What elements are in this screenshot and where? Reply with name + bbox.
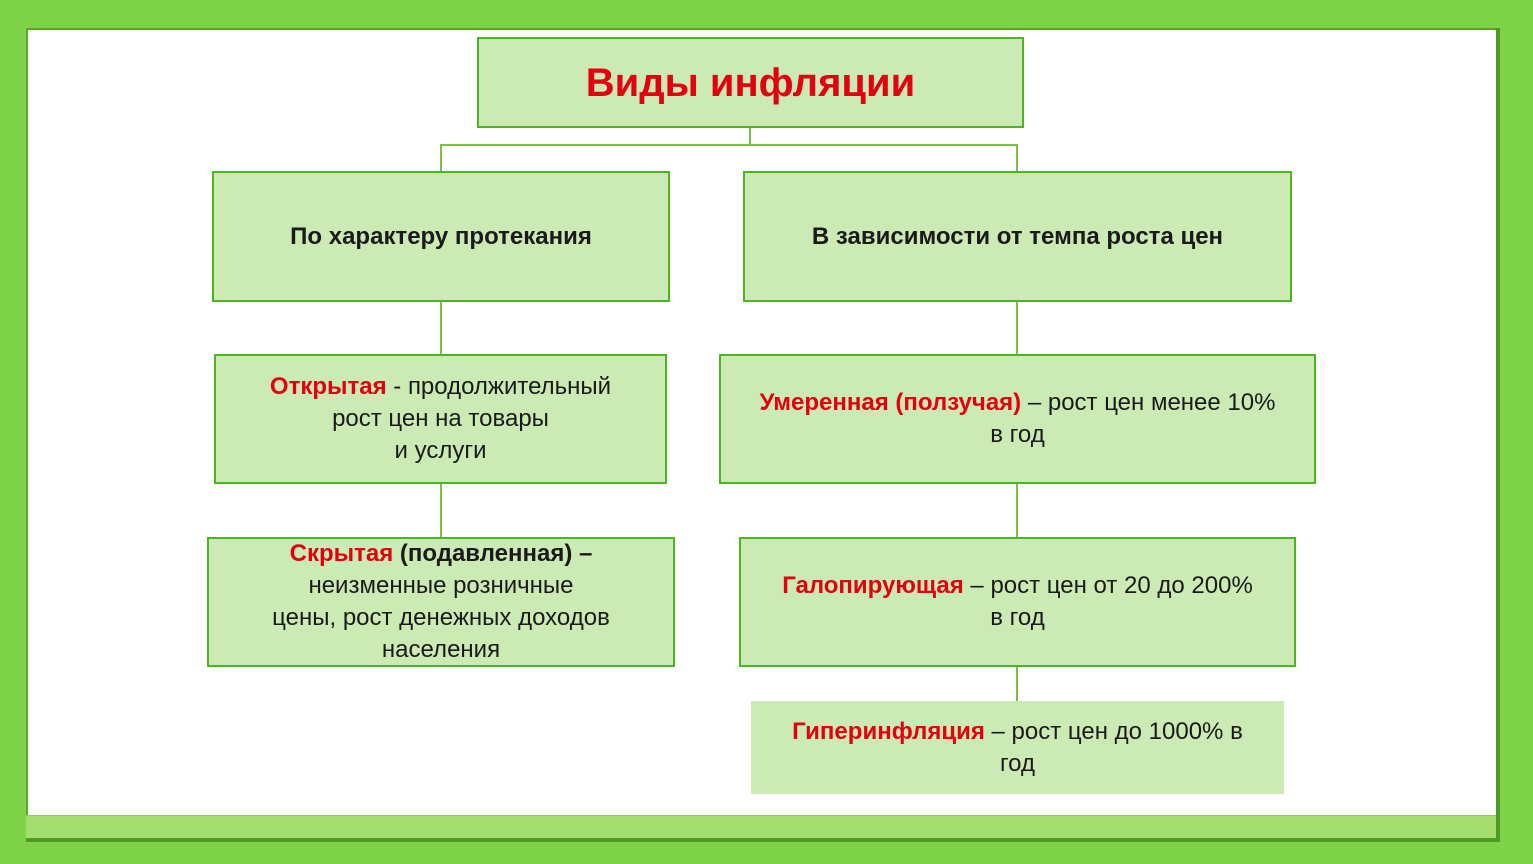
desc-open-3: и услуги: [394, 437, 487, 464]
term-galloping: Галопирующая: [782, 572, 964, 599]
connector-left-2: [440, 483, 442, 539]
category-box-flow: [212, 171, 670, 302]
item-box-galloping: [739, 537, 1296, 667]
desc-open-2: рост цен на товары: [332, 405, 549, 432]
diagram-title: Виды инфляции: [585, 60, 916, 105]
connector-right-branch: [1016, 144, 1018, 173]
connector-title-down: [749, 127, 751, 145]
connector-right-3: [1016, 666, 1018, 702]
desc-moderate-2: в год: [990, 421, 1045, 448]
item-text-hidden: [272, 538, 610, 666]
desc-hidden-1: –: [572, 540, 593, 567]
slide-bottom-bar: [26, 815, 1496, 839]
frame-shadow-bottom: [26, 838, 1500, 842]
desc-open-1: - продолжительный: [386, 373, 612, 400]
desc-galloping-1: – рост цен от 20 до 200%: [963, 572, 1253, 599]
term-moderate: Умеренная (ползучая): [759, 389, 1022, 416]
item-text-open: [270, 371, 611, 467]
desc-moderate-1: – рост цен менее 10%: [1021, 389, 1276, 416]
connector-left-1: [440, 301, 442, 356]
item-box-hyperinflation: [751, 701, 1284, 794]
desc-hyperinflation-2: год: [999, 749, 1036, 777]
item-box-hidden: [207, 537, 675, 667]
term-hidden-extra: (подавленная): [393, 540, 573, 567]
category-label-flow: По характеру протекания: [290, 222, 592, 250]
term-hyperinflation: Гиперинфляция: [792, 717, 985, 745]
category-label-rate: В зависимости от темпа роста цен: [811, 222, 1224, 250]
term-hidden: Скрытая: [289, 540, 394, 567]
connector-right-1: [1016, 301, 1018, 356]
desc-hyperinflation-1: – рост цен до 1000% в: [984, 717, 1243, 745]
item-box-open: [214, 354, 667, 484]
desc-hidden-2: неизменные розничные: [308, 572, 574, 599]
desc-galloping-2: в год: [990, 604, 1045, 631]
connector-horizontal: [440, 144, 1018, 146]
desc-hidden-3: цены, рост денежных доходов: [272, 604, 610, 631]
connector-right-2: [1016, 483, 1018, 539]
item-text-moderate: [760, 387, 1276, 451]
item-text-galloping: [782, 570, 1253, 634]
item-text-hyperinflation: [792, 716, 1243, 780]
title-box: [477, 37, 1024, 128]
item-box-moderate: [719, 354, 1316, 484]
term-open: Открытая: [269, 373, 387, 400]
category-box-rate: [743, 171, 1292, 302]
desc-hidden-4: населения: [381, 636, 501, 663]
connector-left-branch: [440, 144, 442, 173]
frame-shadow-right: [1496, 28, 1500, 838]
